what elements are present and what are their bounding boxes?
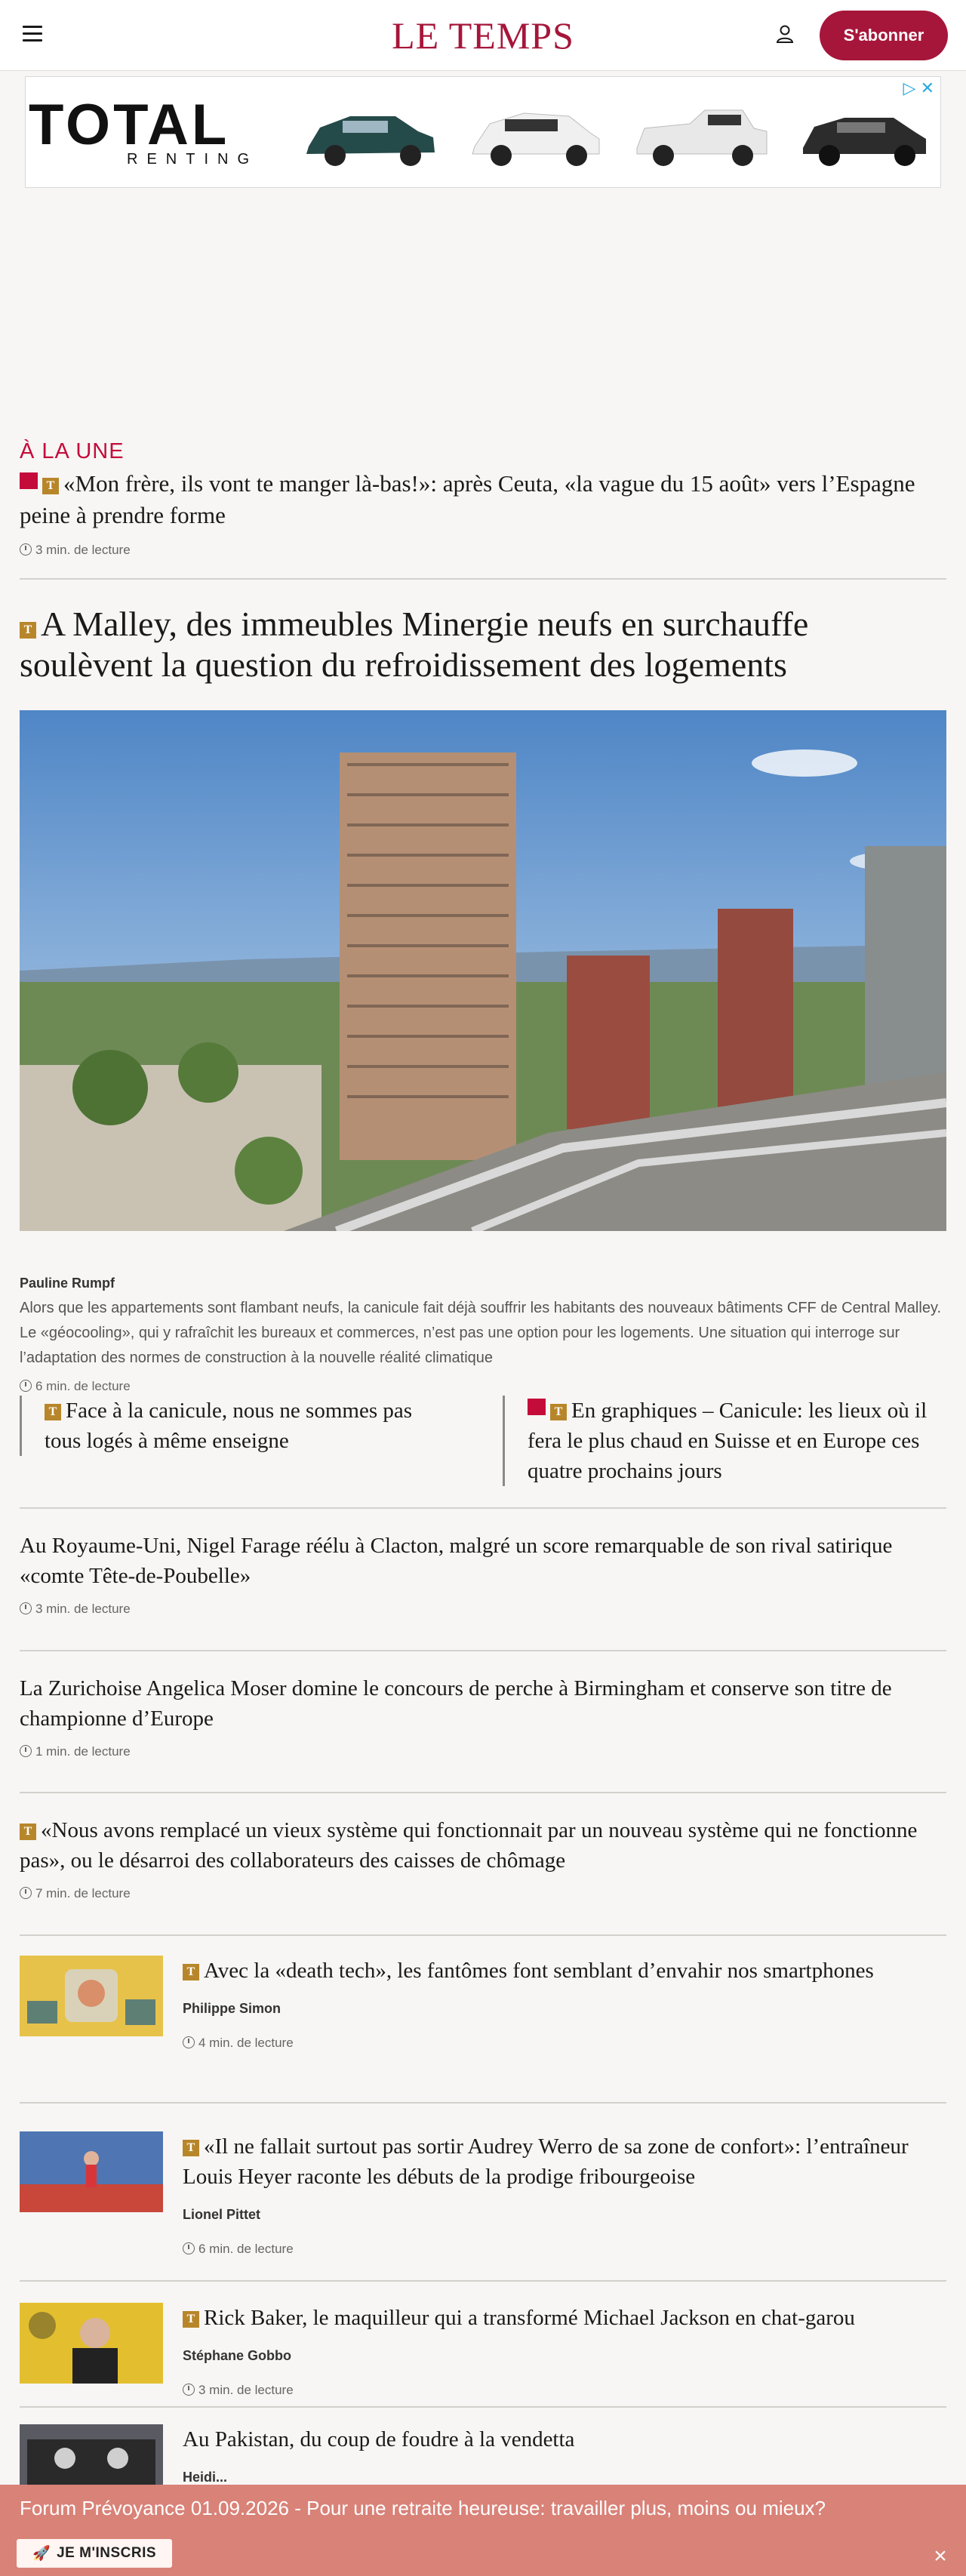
author[interactable]: Heidi... xyxy=(183,2470,228,2485)
close-icon[interactable]: × xyxy=(934,2544,947,2568)
premium-icon: T xyxy=(183,2140,199,2156)
car-image xyxy=(629,94,773,172)
advertisement[interactable] xyxy=(25,76,941,188)
user-icon[interactable] xyxy=(774,23,796,45)
clock-icon xyxy=(20,1602,32,1614)
story-item[interactable] xyxy=(20,2104,948,2256)
divider xyxy=(20,578,946,580)
author[interactable]: Philippe Simon xyxy=(183,2001,281,2016)
site-logo[interactable]: LE TEMPS xyxy=(392,14,574,57)
story-item[interactable] xyxy=(20,2409,948,2492)
author[interactable]: Pauline Rumpf xyxy=(20,1276,115,1291)
story-title[interactable]: Au Royaume-Uni, Nigel Farage réélu à Clacton, malgré un score remarquable de son rival satirique «comte Tête-de-Poubelle» xyxy=(20,1534,893,1588)
story-thumbnail[interactable] xyxy=(20,2131,163,2212)
story-title[interactable]: Au Pakistan, du coup de foudre à la vendetta xyxy=(183,2427,575,2451)
top-story-title[interactable]: «Mon frère, ils vont te manger là-bas!»: après Ceuta, «la vague du 15 août» vers l’Espagne peine à prendre forme xyxy=(20,470,915,528)
read-time: 6 min. de lecture xyxy=(20,1374,948,1399)
premium-icon: T xyxy=(183,1964,199,1980)
read-time: 7 min. de lecture xyxy=(20,1879,948,1909)
story-item[interactable] xyxy=(20,1956,948,2050)
lead-image[interactable] xyxy=(20,710,946,1231)
promo-banner xyxy=(0,2485,966,2576)
story-item[interactable] xyxy=(20,1815,948,1909)
register-button[interactable]: 🚀 JE M'INSCRIS xyxy=(17,2539,172,2568)
subscribe-button[interactable]: S'abonner xyxy=(820,11,948,60)
read-time: 3 min. de lecture xyxy=(20,534,948,566)
story-item[interactable] xyxy=(20,1673,948,1767)
author[interactable]: Stéphane Gobbo xyxy=(183,2348,291,2363)
premium-icon: T xyxy=(20,1824,36,1840)
clock-icon xyxy=(183,2242,195,2254)
read-time: 3 min. de lecture xyxy=(20,1594,948,1624)
divider xyxy=(20,1650,946,1651)
banner-text[interactable]: Forum Prévoyance 01.09.2026 - Pour une retraite heureuse: travailler plus, moins ou mieux? xyxy=(20,2497,826,2519)
related-story[interactable]: T Face à la canicule, nous ne sommes pas tous logés à même enseigne xyxy=(20,1396,450,1456)
read-time: 3 min. de lecture xyxy=(183,2375,945,2405)
ad-sub: RENTING xyxy=(127,151,258,168)
lead-story-title[interactable]: T A Malley, des immeubles Minergie neufs en surchauffe soulèvent la question du refroidissement des logements xyxy=(20,605,809,684)
story-title[interactable]: T Avec la «death tech», les fantômes font semblant d’envahir nos smartphones xyxy=(183,1956,945,1986)
story-title[interactable]: T «Nous avons remplacé un vieux système qui fonctionnait par un nouveau système qui ne fonctionne pas», ou le désarroi des collaborateurs des caisses de chômage xyxy=(20,1818,918,1873)
divider xyxy=(20,1934,946,1936)
chart-icon xyxy=(528,1399,546,1415)
car-image xyxy=(792,94,935,172)
divider xyxy=(20,2406,946,2408)
premium-icon: T xyxy=(20,622,36,639)
ad-brand: TOTAL xyxy=(29,93,230,157)
story-title[interactable]: T «Il ne fallait surtout pas sortir Audrey Werro de sa zone de confort»: l’entraîneur Louis Heyer raconte les débuts de la prodige fribourgeoise xyxy=(183,2134,909,2189)
related-story[interactable]: T En graphiques – Canicule: les lieux où il fera le plus chaud en Suisse et en Europe ces quatre prochains jours xyxy=(503,1396,948,1486)
lede-text: Alors que les appartements sont flambant neufs, la canicule fait déjà souffrir les habitants des nouveaux bâtiments CFF de Central Malley. Le «géocooling», qui y rafraîchit les bureaux et commerces, n’est pas une option pour les logements. Une situation qui interroge sur l’adaptation des normes de construction à la nouvelle réalité climatique xyxy=(20,1300,942,1366)
story-item[interactable] xyxy=(20,1531,948,1624)
car-image xyxy=(297,94,441,172)
story-title[interactable]: T Rick Baker, le maquilleur qui a transformé Michael Jackson en chat-garou xyxy=(183,2303,945,2333)
clock-icon xyxy=(20,1380,32,1392)
premium-icon: T xyxy=(42,478,59,494)
site-header xyxy=(0,0,966,71)
clock-icon xyxy=(20,1887,32,1899)
clock-icon xyxy=(20,1745,32,1757)
clock-icon xyxy=(20,543,32,556)
car-image xyxy=(463,94,607,172)
read-time: 6 min. de lecture xyxy=(183,2234,945,2264)
story-title[interactable]: La Zurichoise Angelica Moser domine le concours de perche à Birmingham et conserve son titre de championne d’Europe xyxy=(20,1676,892,1731)
divider xyxy=(20,1792,946,1793)
ad-choices-icon[interactable]: ▷ ✕ xyxy=(903,78,934,97)
divider xyxy=(20,2102,946,2104)
clock-icon xyxy=(183,2036,195,2048)
divider xyxy=(20,1507,946,1509)
clock-icon xyxy=(183,2384,195,2396)
author[interactable]: Lionel Pittet xyxy=(183,2207,260,2222)
section-label: À LA UNE xyxy=(20,439,125,463)
premium-icon: T xyxy=(45,1404,61,1420)
story-thumbnail[interactable] xyxy=(20,1956,163,2036)
ad-logo xyxy=(29,93,285,168)
story-thumbnail[interactable] xyxy=(20,2303,163,2384)
premium-icon: T xyxy=(550,1404,567,1420)
premium-icon: T xyxy=(183,2311,199,2328)
top-story[interactable] xyxy=(20,468,948,566)
book-icon xyxy=(20,472,38,489)
read-time: 1 min. de lecture xyxy=(20,1737,948,1767)
read-time: 4 min. de lecture xyxy=(183,2028,945,2058)
rocket-icon: 🚀 xyxy=(32,2546,51,2562)
story-item[interactable] xyxy=(20,2280,948,2397)
lead-lede xyxy=(20,1271,948,1399)
